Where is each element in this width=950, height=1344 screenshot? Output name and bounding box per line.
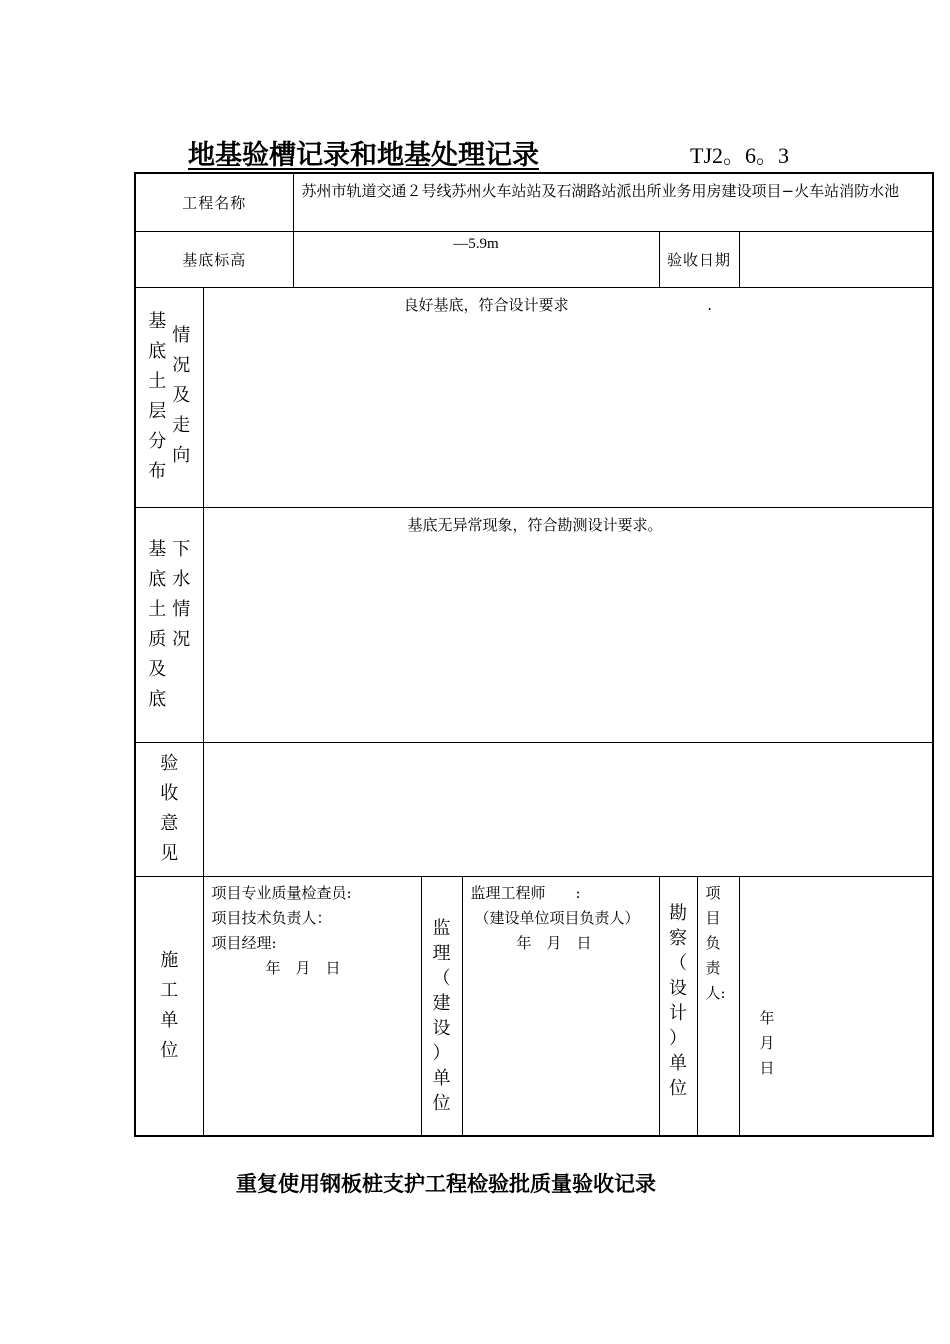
supervision-label-char: 单 — [432, 1067, 451, 1089]
construction-unit-label — [135, 876, 203, 1136]
soil-quality-label-char: 况 — [172, 628, 191, 650]
construction-label-char: 单 — [160, 1009, 179, 1031]
quality-inspector-line: 项目专业质量检查员: — [211, 883, 352, 902]
soil-layer-label-char: 及 — [172, 385, 191, 406]
supervision-unit-label — [421, 876, 462, 1136]
soil-quality-label-char: 水 — [172, 568, 191, 590]
survey-label-char: 位 — [669, 1077, 688, 1099]
supervision-engineer-line: 监理工程师 : — [470, 883, 581, 902]
elevation-label: 基底标高 — [135, 231, 293, 287]
record-table — [134, 172, 934, 1137]
survey-unit-signatures — [697, 876, 790, 1136]
next-form-title: 重复使用钢板桩支护工程检验批质量验收记录 — [236, 1172, 656, 1196]
soil-layer-label-char: 基 — [148, 311, 167, 332]
soil-layer-label-char: 层 — [148, 401, 167, 422]
soil-quality-label-char: 基 — [148, 538, 167, 560]
soil-layer-label-char: 布 — [148, 461, 167, 482]
construction-unit-signatures — [203, 876, 421, 1136]
acceptance-date-value — [739, 231, 933, 287]
acceptance-label-char: 验 — [160, 753, 179, 774]
soil-layer-label — [135, 287, 203, 507]
acceptance-label-char: 收 — [160, 783, 179, 804]
project-name-value: 苏州市轨道交通２号线苏州火车站站及石湖路站派出所业务用房建设项目−火车站消防水池 — [293, 173, 933, 231]
supervision-label-char: （ — [432, 967, 451, 989]
technical-lead-line: 项目技术负责人： — [211, 908, 332, 927]
soil-layer-label-char: 走 — [172, 415, 191, 436]
soil-quality-label-char: 底 — [148, 568, 167, 590]
survey-label-char: （ — [669, 952, 688, 974]
construction-label-char: 施 — [160, 949, 179, 971]
construction-date: 年 月 日 — [265, 958, 341, 977]
project-manager-line: 项目经理: — [211, 933, 277, 952]
soil-layer-label-char: 情 — [172, 325, 191, 346]
construction-label-char: 工 — [160, 979, 179, 1001]
survey-unit-label — [659, 876, 697, 1136]
supervision-label-char: 建 — [432, 992, 451, 1014]
soil-layer-label-char: 况 — [172, 355, 191, 376]
acceptance-label-char: 意 — [160, 813, 179, 834]
survey-label-char: 察 — [669, 927, 688, 949]
acceptance-opinion-content — [203, 742, 933, 876]
survey-label-char: 计 — [669, 1002, 688, 1024]
owner-lead-line: （建设单位项目负责人） — [474, 908, 640, 927]
soil-quality-content — [203, 507, 933, 742]
survey-lead-line: 项目负责人: — [705, 883, 726, 1002]
acceptance-date-label: 验收日期 — [659, 231, 739, 287]
project-name-label: 工程名称 — [135, 173, 293, 231]
supervision-label-char: 理 — [432, 942, 451, 964]
supervision-label-char: 位 — [432, 1092, 451, 1114]
supervision-label-char: 设 — [432, 1017, 451, 1039]
soil-layer-label-char: 底 — [148, 341, 167, 362]
soil-layer-dot: . — [707, 295, 713, 314]
survey-label-char: 勘 — [669, 902, 688, 924]
survey-date: 年 月 日 — [759, 1008, 790, 1077]
soil-layer-label-char: 向 — [172, 445, 191, 466]
acceptance-label-char: 见 — [160, 843, 179, 864]
soil-quality-text: 基底无异常现象，符合勘测设计要求。 — [407, 515, 663, 534]
construction-label-char: 位 — [160, 1039, 179, 1061]
soil-quality-label-char: 土 — [148, 598, 167, 620]
page-title: 地基验槽记录和地基处理记录 — [188, 140, 539, 171]
soil-quality-label-char: 情 — [172, 598, 191, 620]
soil-quality-label — [135, 507, 203, 742]
supervision-label-char: ） — [432, 1042, 451, 1064]
form-code: TJ2。6。3 — [690, 143, 790, 168]
soil-layer-text: 良好基底，符合设计要求 — [403, 295, 569, 314]
supervision-date: 年 月 日 — [516, 933, 592, 952]
soil-quality-label-char: 底 — [148, 688, 167, 710]
elevation-value: —5.9m — [293, 231, 659, 287]
survey-label-char: ） — [669, 1027, 688, 1049]
supervision-unit-signatures — [462, 876, 659, 1136]
soil-quality-label-char: 下 — [172, 538, 191, 560]
soil-quality-label-char: 质 — [148, 628, 167, 650]
survey-label-char: 单 — [669, 1052, 688, 1074]
soil-layer-label-char: 土 — [148, 371, 167, 392]
supervision-label-char: 监 — [432, 917, 451, 939]
survey-label-char: 设 — [669, 977, 688, 999]
soil-quality-label-char: 及 — [148, 658, 167, 680]
soil-layer-label-char: 分 — [148, 431, 167, 452]
acceptance-opinion-label — [135, 742, 203, 876]
soil-layer-content — [203, 287, 933, 507]
